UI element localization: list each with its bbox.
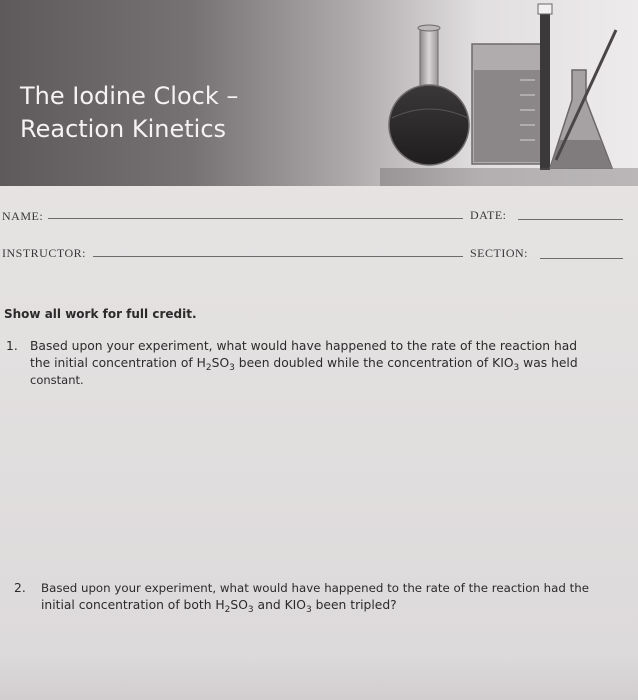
- date-line[interactable]: [518, 219, 623, 220]
- name-label: NAME:: [2, 209, 44, 223]
- worksheet-title: [20, 80, 320, 146]
- name-line[interactable]: [48, 218, 463, 219]
- question-2-number: 2.: [14, 581, 26, 595]
- instructions-text: Show all work for full credit.: [4, 307, 197, 321]
- page-shadow: [0, 655, 638, 700]
- title-line-2: Reaction Kinetics: [20, 115, 227, 143]
- title-line-1: The Iodine Clock –: [20, 82, 239, 110]
- instructor-label: INSTRUCTOR:: [2, 246, 86, 260]
- lab-glassware-illustration: [380, 0, 638, 186]
- question-1-number: 1.: [6, 339, 18, 353]
- question-1-line-2: the initial concentration of $H_2SO_3$ been doubled while the concentration of $KIO_3$ was held: [30, 356, 578, 373]
- question-1-line-1: Based upon your experiment, what would have happened to the rate of the reaction had: [30, 339, 578, 353]
- question-2-line-2: initial concentration of both $H_2SO_3$ and $KIO_3$ been tripled?: [41, 598, 397, 615]
- question-2-line-1: Based upon your experiment, what would have happened to the rate of the reaction had the: [41, 581, 589, 595]
- question-1-line-3: constant.: [30, 373, 84, 387]
- instructor-line[interactable]: [93, 256, 463, 257]
- date-label: DATE:: [470, 208, 507, 222]
- section-line[interactable]: [540, 258, 623, 259]
- section-label: SECTION:: [470, 246, 528, 260]
